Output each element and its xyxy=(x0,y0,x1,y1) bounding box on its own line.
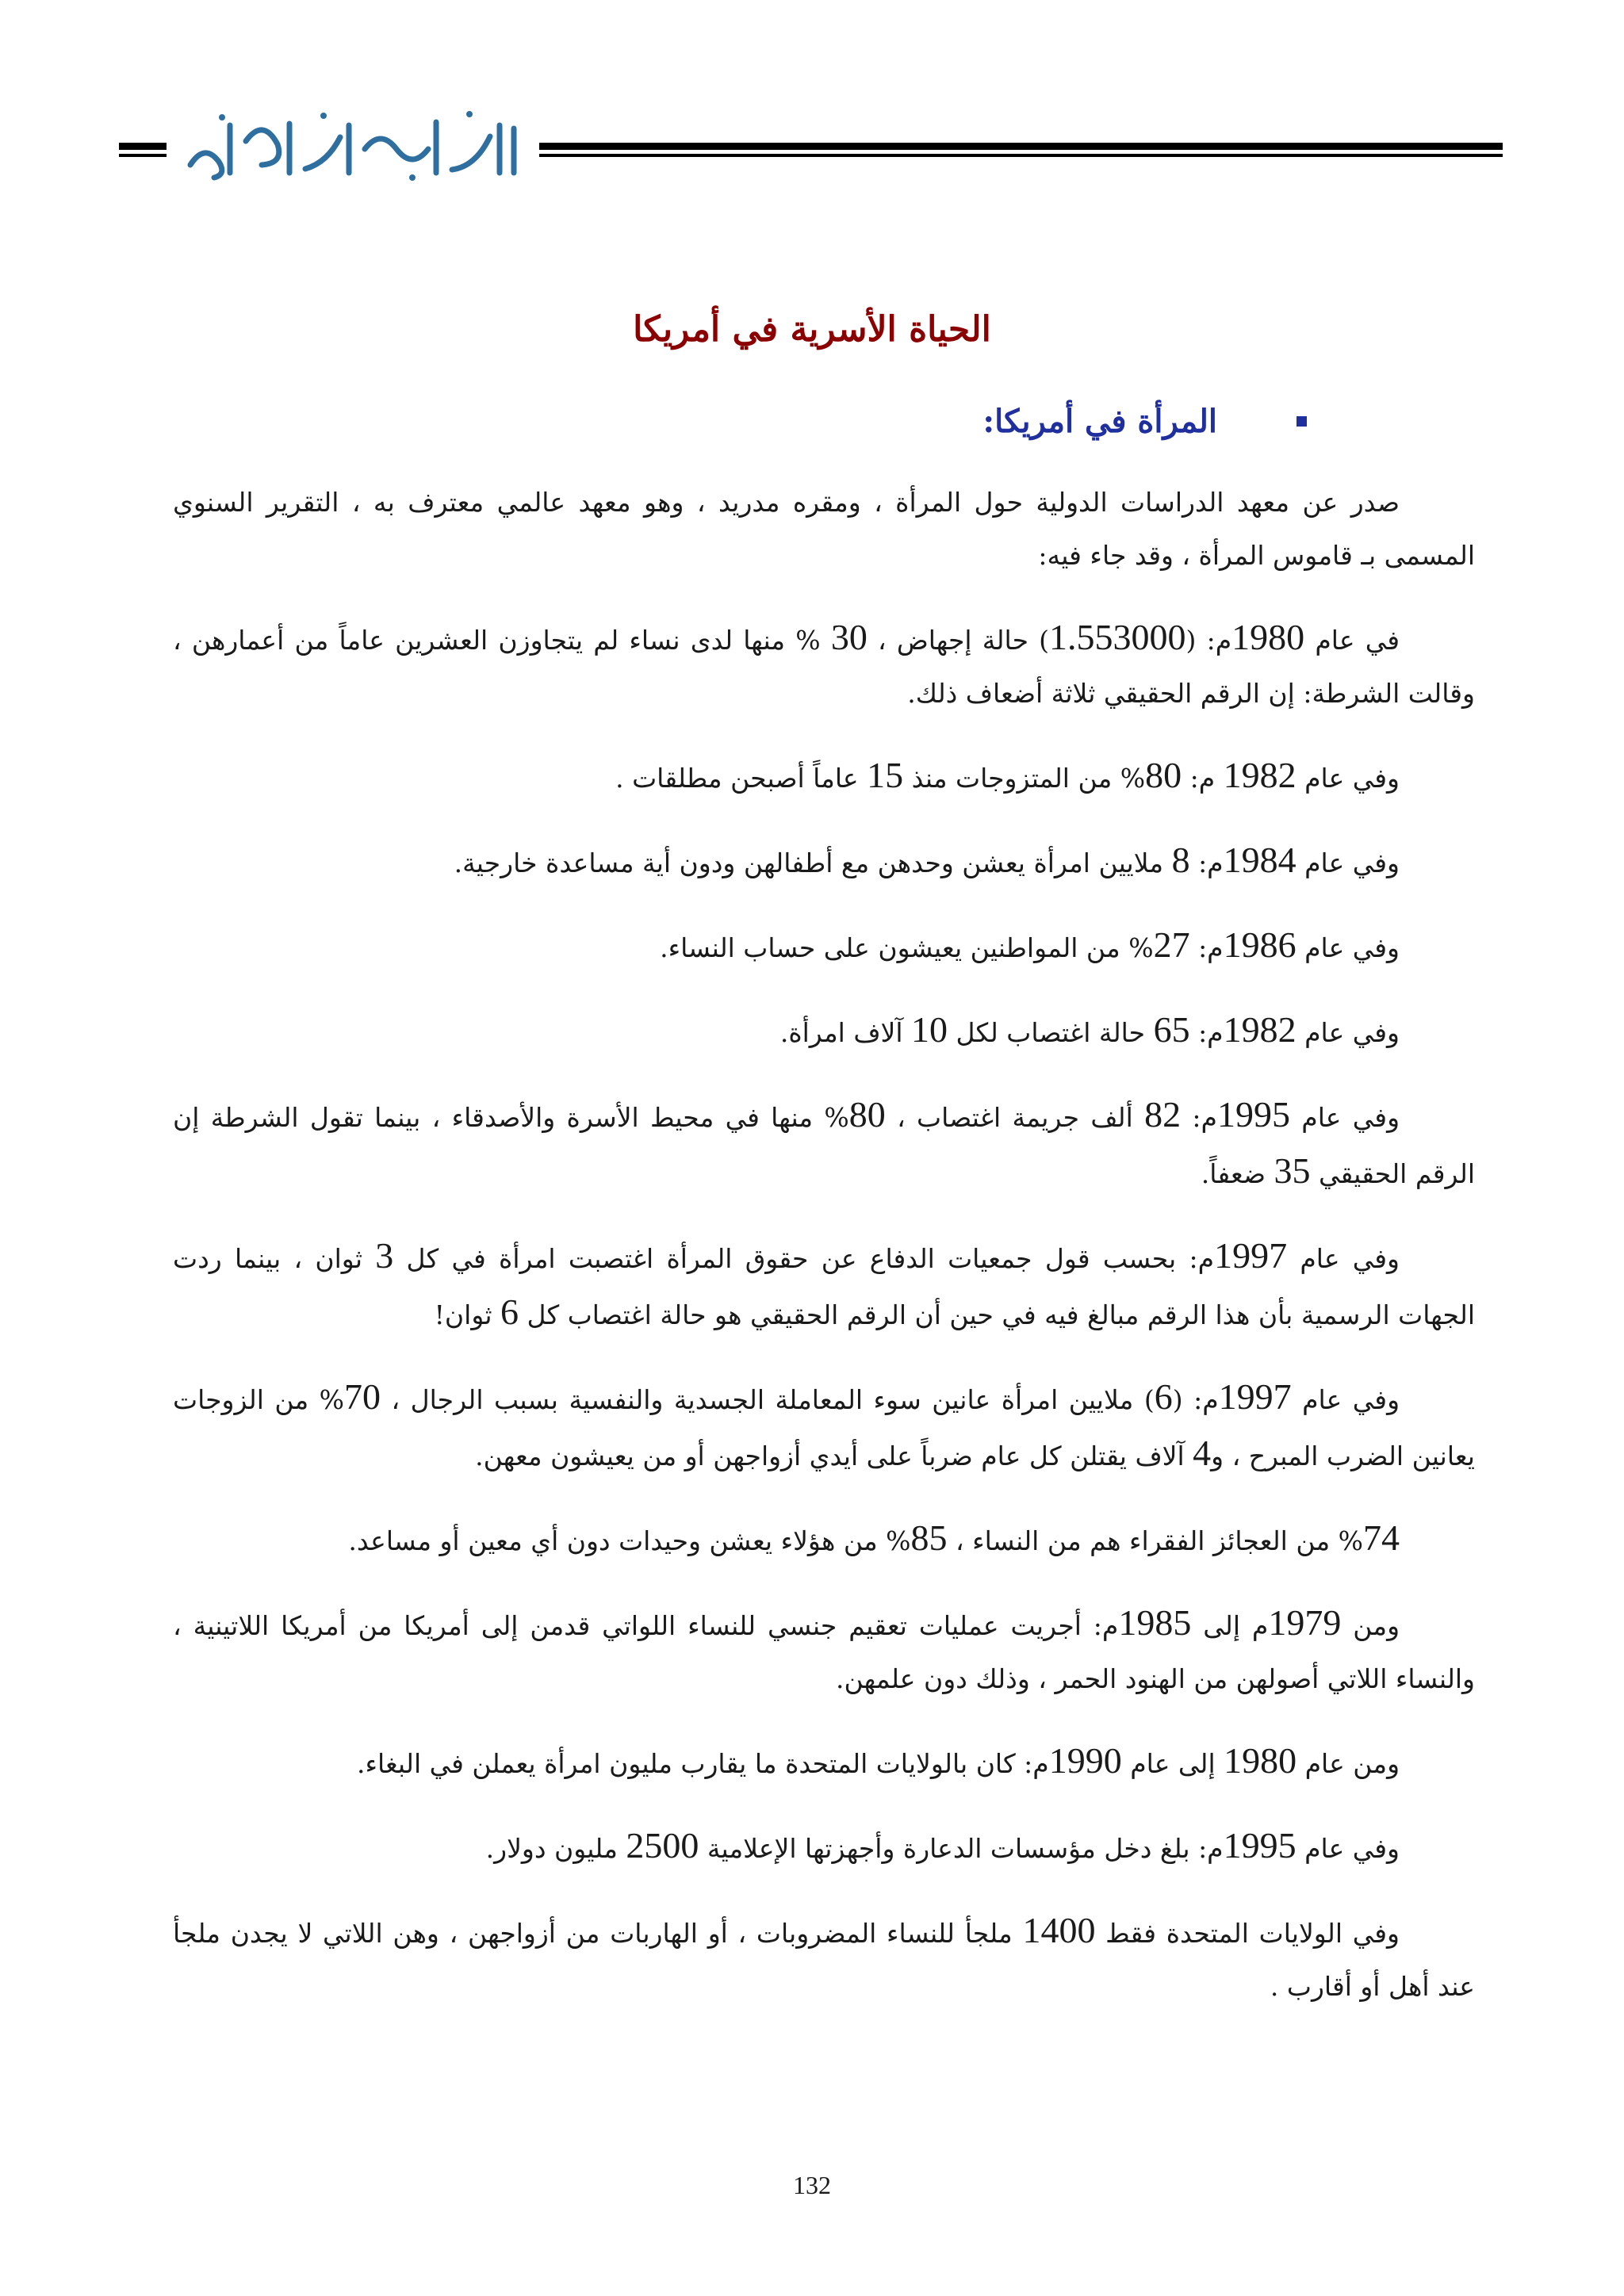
calligraphy-logo xyxy=(174,101,531,189)
header-rule-right xyxy=(539,143,1503,160)
paragraph-1995-income: وفي عام 1995م: بلغ دخل مؤسسات الدعارة وأجهزتها الإعلامية 2500 مليون دولار. xyxy=(485,1825,1400,1866)
paragraph-1982-divorce: وفي عام 1982 م: 80% من المتزوجات منذ 15 عاماً أصبحن مطلقات . xyxy=(615,755,1400,795)
document-body xyxy=(173,476,1475,2042)
paragraph-1980-1990: ومن عام 1980 إلى عام 1990م: كان بالولايات المتحدة ما يقارب مليون امرأة يعملن في البغاء. xyxy=(356,1740,1400,1781)
page-header xyxy=(119,101,1503,189)
section-heading xyxy=(982,403,1307,440)
paragraph-elderly: 74% من العجائز الفقراء هم من النساء ، 85% من هؤلاء يعشن وحيدات دون أي معين أو مساعد. xyxy=(348,1517,1400,1558)
header-rule-left xyxy=(119,143,167,160)
paragraph-1982-rape: وفي عام 1982م: 65 حالة اغتصاب لكل 10 آلاف امرأة. xyxy=(779,1009,1400,1050)
page-number: 132 xyxy=(793,2171,831,2199)
paragraph-1997-abuse: وفي عام 1997م: (6) ملايين امرأة عانين سوء المعاملة الجسدية والنفسية بسبب الرجال ، 70% من الزوجات يعانين الضرب المبرح ، و4 آلاف يقتلن كل عام ضرباً على أيدي أزواجهن أو من يعيشون معهن. xyxy=(173,1376,1475,1473)
paragraph-intro: صدر عن معهد الدراسات الدولية حول المرأة ، ومقره مدريد ، وهو معهد عالمي معترف به ، التقرير السنوي المسمى بـ قاموس المرأة ، وقد جاء فيه: xyxy=(173,487,1475,571)
paragraph-1984: وفي عام 1984م: 8 ملايين امرأة يعشن وحدهن مع أطفالهن ودون أية مساعدة خارجية. xyxy=(454,840,1400,880)
paragraph-1980: في عام 1980م: (1.553000) حالة إجهاض ، 30 % منها لدى نساء لم يتجاوزن العشرين عاماً من أعمارهن ، وقالت الشرطة: إن الرقم الحقيقي ثلاثة أضعاف ذلك. xyxy=(173,617,1475,709)
paragraph-1995-crime: وفي عام 1995م: 82 ألف جريمة اغتصاب ، 80% منها في محيط الأسرة والأصدقاء ، بينما تقول الشرطة إن الرقم الحقيقي 35 ضعفاً. xyxy=(173,1094,1475,1191)
page-title: الحياة الأسرية في أمريكا xyxy=(633,309,991,350)
paragraph-1997-rights: وفي عام 1997م: بحسب قول جمعيات الدفاع عن حقوق المرأة اغتصبت امرأة في كل 3 ثوان ، بينما ردت الجهات الرسمية بأن هذا الرقم مبالغ فيه في حين أن الرقم الحقيقي هو حالة اغتصاب كل 6 ثوان! xyxy=(173,1235,1475,1332)
section-heading-label: المرأة في أمريكا: xyxy=(982,403,1217,440)
paragraph-shelters: وفي الولايات المتحدة فقط 1400 ملجأ للنساء المضروبات ، أو الهاربات من أزواجهن ، وهن اللاتي لا يجدن ملجأ عند أهل أو أقارب . xyxy=(173,1910,1475,2002)
paragraph-1986: وفي عام 1986م: 27% من المواطنين يعيشون على حساب النساء. xyxy=(660,924,1400,965)
paragraph-1979-1985: ومن 1979م إلى 1985م: أجريت عمليات تعقيم جنسي للنساء اللواتي قدمن إلى أمريكا من أمريكا اللاتينية ، والنساء اللاتي أصولهن من الهنود الحمر ، وذلك دون علمهن. xyxy=(173,1602,1475,1694)
square-bullet-icon xyxy=(1297,416,1307,427)
